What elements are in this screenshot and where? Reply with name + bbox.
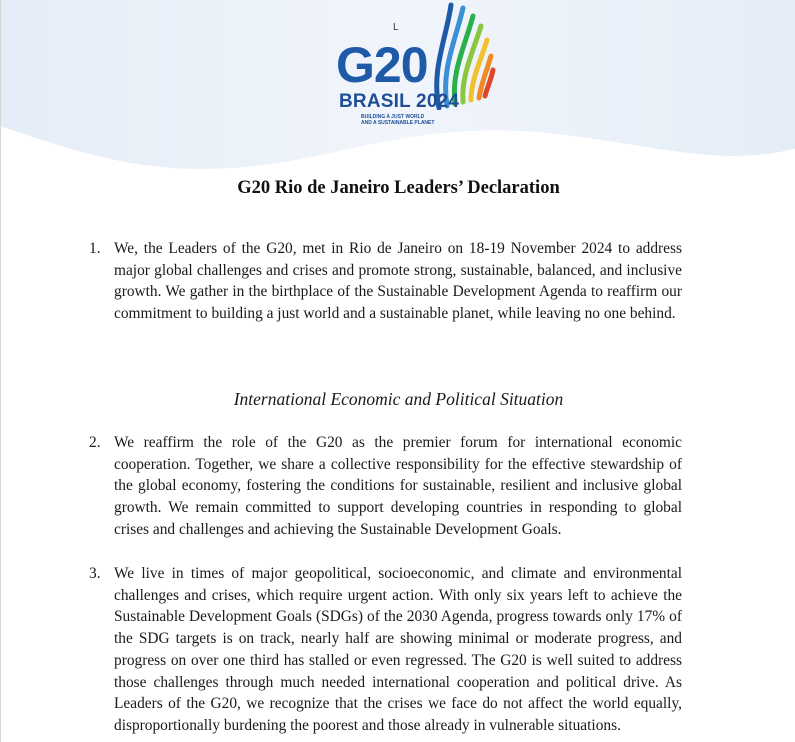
paragraph-text: We reaffirm the role of the G20 as the premier forum for international economic cooperation. Together, we share a collective responsibility for the effective stewardship of the global economy, fostering the conditions for sustainable, resilient and inclusive global growth. We remain committed to support developing countries in responding to global crises and challenges and achieving the Sustainable Development Goals. — [114, 434, 682, 538]
numbered-paragraph — [89, 563, 682, 737]
g20-brasil-logo — [331, 0, 501, 140]
logo-tagline-line2: AND A SUSTAINABLE PLANET — [361, 120, 435, 126]
logo-wordmark: G20 — [336, 37, 428, 93]
document-title: G20 Rio de Janeiro Leaders’ Declaration — [237, 178, 560, 198]
paragraph-number: 3. — [89, 565, 101, 582]
corner-mark: L — [393, 22, 399, 33]
section-heading: International Economic and Political Situation — [233, 389, 564, 409]
logo-subtitle: BRASIL 2024 — [339, 91, 460, 112]
paragraph-text: We, the Leaders of the G20, met in Rio de Janeiro on 18-19 November 2024 to address major global challenges and crises and promote strong, sustainable, balanced, and inclusive growth. We gather in the birthplace of the Sustainable Development Agenda to reaffirm our commitment to building a just world and a sustainable planet, while leaving no one behind. — [114, 240, 682, 323]
numbered-paragraph — [89, 238, 682, 325]
logo-tagline-line1: BUILDING A JUST WORLD — [361, 114, 425, 120]
numbered-paragraph — [89, 432, 682, 541]
paragraph-number: 1. — [89, 240, 101, 257]
logo-tagline — [361, 114, 471, 126]
paragraph-number: 2. — [89, 434, 101, 451]
paragraph-text: We live in times of major geopolitical, socioeconomic, and climate and environmental challenges and crises, which require urgent action. With only six years left to achieve the Sustainable Development Goals (SDGs) of the 2030 Agenda, progress towards only 17% of the SDG targets is on track, nearly half are showing minimal or moderate progress, and progress on over one third has stalled or even regressed. The G20 is well suited to address those challenges through much needed international cooperation and political drive. As Leaders of the G20, we recognize that the crises we face do not affect the world equally, disproportionally burdening the poorest and those already in vulnerable situations. — [114, 565, 682, 734]
